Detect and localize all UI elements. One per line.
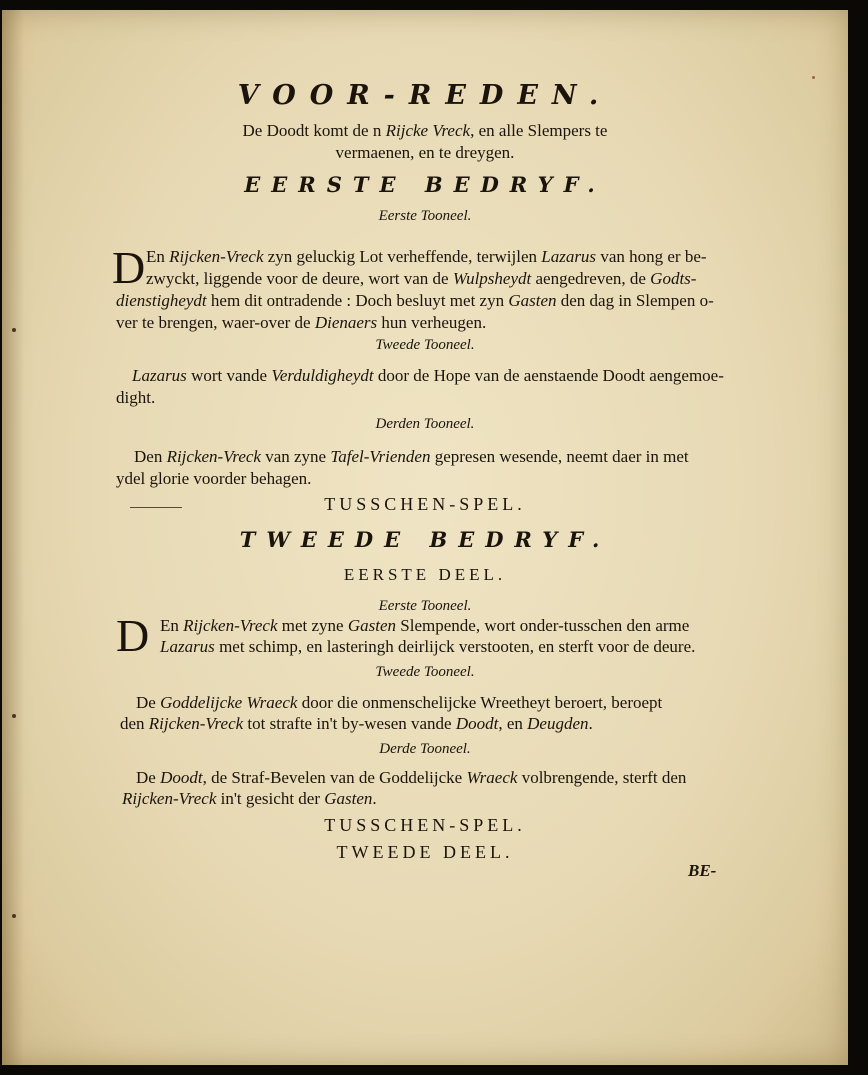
act2-scene1-line1: En Rijcken-Vreck met zyne Gasten Slempende, wort onder-tusschen den arme bbox=[160, 616, 690, 635]
binding-hole bbox=[12, 714, 16, 718]
drop-cap: D bbox=[112, 242, 146, 293]
act2-scene2-heading: Tweede Tooneel. bbox=[375, 664, 475, 680]
act1-scene2-line1: Lazarus wort vande Verduldigheydt door de Hope van de aenstaende Doodt aengemoe- bbox=[132, 366, 724, 385]
book-page bbox=[2, 10, 848, 1065]
drop-cap: D bbox=[116, 610, 150, 661]
act2-heading: TWEEDE BEDRYF. bbox=[239, 527, 611, 552]
act1-heading: EERSTE BEDRYF. bbox=[244, 172, 606, 197]
act1-scene2-line2: dight. bbox=[116, 388, 156, 407]
act1-scene3-line1: Den Rijcken-Vreck van zyne Tafel-Vrienden gepresen wesende, neemt daer in met bbox=[134, 447, 689, 466]
preface-subtitle-line2: vermaenen, en te dreygen. bbox=[335, 143, 515, 162]
act2-scene1-line2: Lazarus met schimp, en lasteringh deirlijck verstooten, en sterft voor de deure. bbox=[160, 637, 696, 656]
act2-scene3-heading: Derde Tooneel. bbox=[379, 741, 471, 757]
act2-scene3-line2: Rijcken-Vreck in't gesicht der Gasten. bbox=[122, 789, 377, 808]
binding-hole bbox=[12, 328, 16, 332]
act1-scene1-line3: dienstigheydt hem dit ontradende : Doch besluyt met zyn Gasten den dag in Slempen o- bbox=[116, 291, 714, 310]
act1-scene2-heading: Tweede Tooneel. bbox=[375, 337, 475, 353]
act1-scene1-line1: En Rijcken-Vreck zyn geluckig Lot verheffende, terwijlen Lazarus van hong er be- bbox=[146, 247, 707, 266]
part2-heading: TWEEDE DEEL. bbox=[336, 842, 514, 862]
act1-scene1-line2: zwyckt, liggende voor de deure, wort van de Wulpsheydt aengedreven, de Godts- bbox=[146, 269, 697, 288]
interlude2-heading: TUSSCHEN-SPEL. bbox=[324, 815, 526, 835]
act2-scene1-heading: Eerste Tooneel. bbox=[378, 598, 472, 614]
paper-speck bbox=[812, 76, 815, 79]
act2-scene2-line1: De Goddelijcke Wraeck door die onmenschelijcke Wreetheyt beroert, beroept bbox=[136, 693, 663, 712]
act2-scene3-line1: De Doodt, de Straf-Bevelen van de Goddelijcke Wraeck volbrengende, sterft den bbox=[136, 768, 687, 787]
preface-subtitle-line1: De Doodt komt de n Rijcke Vreck, en alle Slempers te bbox=[242, 121, 608, 140]
interlude1-heading: TUSSCHEN-SPEL. bbox=[324, 494, 526, 514]
act1-scene3-heading: Derden Tooneel. bbox=[375, 416, 475, 432]
act1-scene1-heading: Eerste Tooneel. bbox=[378, 208, 472, 224]
act2-part-heading: EERSTE DEEL. bbox=[343, 565, 507, 584]
act2-scene2-line2: den Rijcken-Vreck tot strafte in't by-wesen vande Doodt, en Deugden. bbox=[120, 714, 593, 733]
act1-scene1-line4: ver te brengen, waer-over de Dienaers hun verheugen. bbox=[116, 313, 487, 332]
catchword: BE- bbox=[688, 861, 717, 880]
binding-hole bbox=[12, 914, 16, 918]
page-title: VOOR-REDEN. bbox=[237, 80, 613, 111]
act1-scene3-line2: ydel glorie voorder behagen. bbox=[116, 469, 312, 488]
